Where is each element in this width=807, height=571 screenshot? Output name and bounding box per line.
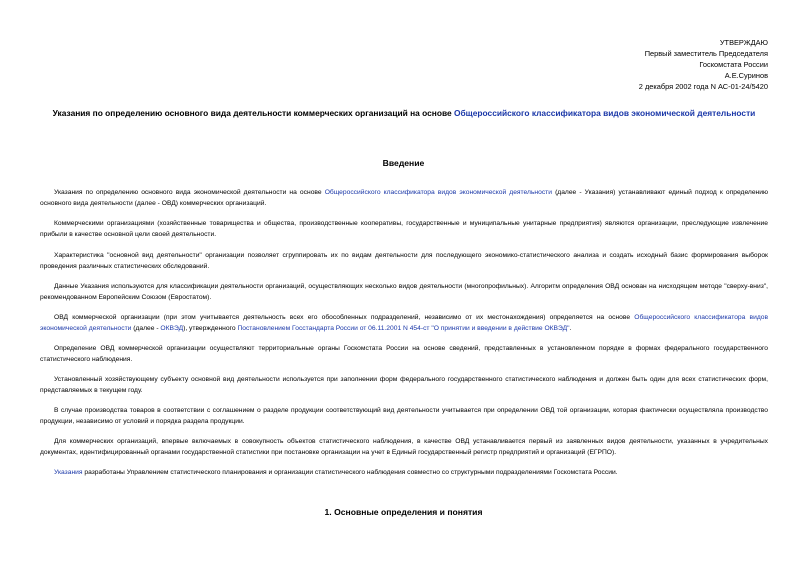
paragraph-text: .: [569, 325, 572, 332]
paragraph-text: разработаны Управлением статистического планирования и организации статистического наблюдения совместно со структурными подразделениями Госкомстата России.: [82, 469, 618, 476]
paragraph: [40, 187, 768, 209]
resolution-link[interactable]: Постановлением Госстандарта России от 06.11.2001 N 454-ст "О принятии и введении в действие ОКВЭД": [237, 325, 570, 332]
paragraph-text: Указания по определению основного вида экономической деятельности на основе: [54, 189, 325, 196]
paragraph: Коммерческими организациями (хозяйственные товарищества и общества, производственные кооперативы, государственные и муниципальные унитарные предприятия) являются организации, преследующие извлечение прибыли в качестве основной цели своей деятельности.: [40, 220, 768, 238]
paragraph: Для коммерческих организаций, впервые включаемых в совокупность объектов статистического наблюдения, в качестве ОВД устанавливается первый из заявленных видов деятельности, указанных в учредительных документах, идентифицированный органами государственной статистики при постановке организации на учет в Единый государственный регистр предприятий и организаций (ЕГРПО).: [40, 438, 768, 456]
approval-line: Первый заместитель Председателя: [644, 49, 768, 58]
approval-line: УТВЕРЖДАЮ: [719, 38, 768, 47]
title-text: Указания по определению основного вида деятельности коммерческих организаций на основе: [52, 108, 454, 118]
paragraph: Установленный хозяйствующему субъекту основной вид деятельности используется при заполнении форм федерального государственного статистического наблюдения и должен быть один для всех статистических форм, представляемых в текущем году.: [40, 376, 768, 394]
paragraph: Характеристика "основной вид деятельности" организации позволяет сгруппировать их по видам деятельности для последующего экономико-статистического анализа и создать исходный базис формирования выборок проведения различных статистических обследований.: [40, 252, 768, 270]
approval-line: 2 декабря 2002 года N АС-01-24/5420: [638, 82, 768, 91]
document-title: [40, 108, 768, 119]
paragraph: В случае производства товаров в соответствии с соглашением о разделе продукции соответствующий вид деятельности учитывается при определении ОВД той организации, которая фактически осуществляла производство продукции, независимо от условий и порядка раздела продукции.: [40, 407, 768, 425]
okved-link[interactable]: Общероссийского классификатора видов экономической деятельности: [40, 314, 768, 332]
paragraph-text: (далее - Указания) устанавливают единый подход к определению основного вида деятельности (далее - ОВД) коммерческих организаций.: [40, 189, 769, 207]
paragraph: Данные Указания используются для классификации деятельности организаций, осуществляющих несколько видов деятельности (многопрофильных). Алгоритм определения ОВД основан на нисходящем методе "сверху-вниз", рекомендованном Европейским Союзом (Евростатом).: [40, 283, 768, 301]
paragraph: [40, 312, 768, 334]
okved-link[interactable]: Общероссийского классификатора видов экономической деятельности: [454, 108, 756, 118]
paragraph-text: ОВД коммерческой организации (при этом учитывается деятельность всех его обособленных подразделений, независимо от их местонахождения) определяется на основе: [54, 314, 635, 321]
approval-block: [639, 37, 768, 92]
okved-link[interactable]: Общероссийского классификатора видов экономической деятельности: [324, 189, 552, 196]
section-heading-intro: Введение: [382, 158, 425, 168]
instructions-link[interactable]: Указания: [54, 469, 83, 476]
okved-abbr-link[interactable]: ОКВЭД: [160, 325, 184, 332]
section-heading-definitions: 1. Основные определения и понятия: [324, 507, 483, 517]
paragraph-text: (далее -: [131, 325, 161, 332]
approval-line: Госкомстата России: [699, 60, 768, 69]
paragraph: Определение ОВД коммерческой организации осуществляют территориальные органы Госкомстата России на основе сведений, представленных в установленном порядке в формах федерального государственного статистического наблюдения.: [40, 345, 768, 363]
paragraph: [40, 467, 768, 478]
approval-line: А.Е.Суринов: [724, 71, 768, 80]
paragraph-text: ), утвержденного: [183, 325, 238, 332]
